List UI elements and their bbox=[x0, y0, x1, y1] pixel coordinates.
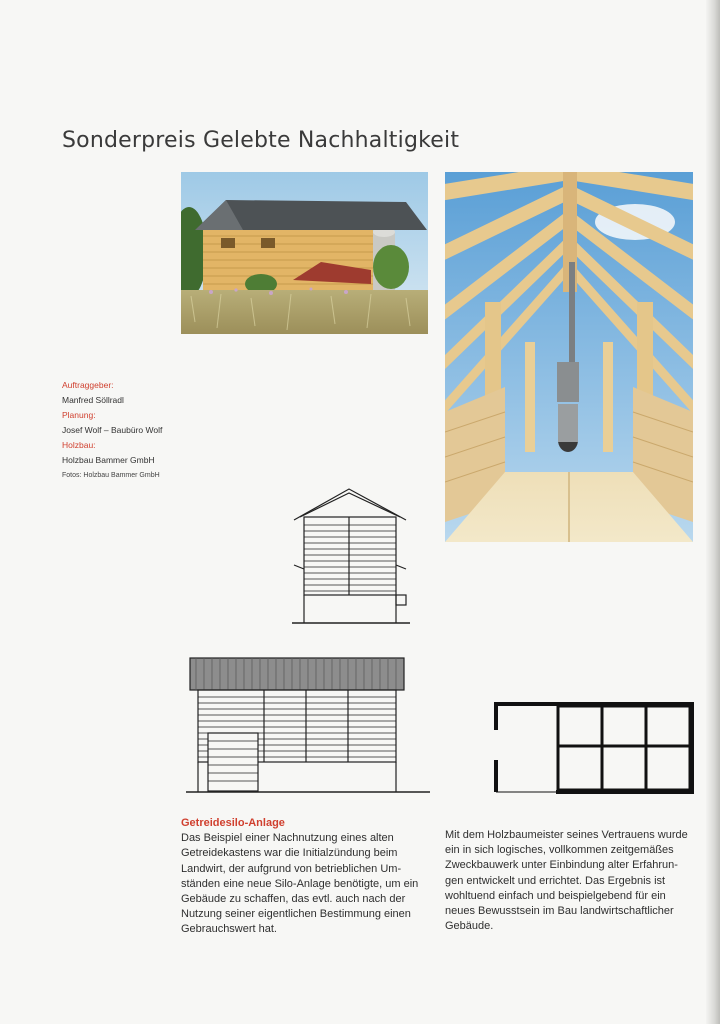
text-line: Getreidekastens war die Initialzündung beim bbox=[181, 847, 398, 860]
text-line: Zweckbauwerk unter Einbindung alter Erfahrun- bbox=[445, 859, 678, 872]
floor-plan-drawing bbox=[490, 700, 696, 803]
project-credits bbox=[62, 378, 182, 483]
text-line: gen entwickelt und errichtet. Das Ergebnis ist bbox=[445, 874, 666, 887]
text-line: ein in sich logisches, vollkommen zeitgemäßes bbox=[445, 844, 674, 857]
page-edge-shadow bbox=[706, 0, 720, 1024]
barn-exterior-photo bbox=[181, 172, 428, 334]
text-line: Mit dem Holzbaumeister seines Vertrauens wurde bbox=[445, 829, 688, 841]
text-line: Landwirt, der aufgrund von betrieblichen Um- bbox=[181, 862, 402, 875]
planning-value: Josef Wolf – Baubüro Wolf bbox=[62, 425, 163, 435]
text-line: Gebrauchswert hat. bbox=[181, 923, 277, 936]
body-text-left bbox=[181, 816, 443, 938]
text-line: Nutzung seiner eigentlichen Bestimmung einen bbox=[181, 908, 411, 921]
text-line: Gebäude. bbox=[445, 920, 494, 933]
side-elevation-drawing bbox=[290, 487, 412, 632]
text-line: neues Bewusstsein im Bau landwirtschaftlicher bbox=[445, 905, 674, 918]
client-value: Manfred Söllradl bbox=[62, 395, 124, 405]
text-line: Das Beispiel einer Nachnutzung eines alten bbox=[181, 832, 394, 845]
photo-credit: Fotos: Holzbau Bammer GmbH bbox=[62, 472, 160, 479]
front-elevation-drawing bbox=[184, 655, 434, 802]
roof-interior-photo bbox=[445, 172, 693, 542]
text-line: Gebäude zu schaffen, das evtl. auch nach der bbox=[181, 893, 406, 906]
text-line: wohltuend einfach und beispielgebend für ein bbox=[445, 889, 666, 902]
timber-value: Holzbau Bammer GmbH bbox=[62, 455, 155, 465]
body-text-right bbox=[445, 828, 703, 934]
text-line: ständen eine neue Silo-Anlage benötigte, um ein bbox=[181, 877, 419, 890]
section-heading: Getreidesilo-Anlage bbox=[181, 817, 285, 829]
page-title: Sonderpreis Gelebte Nachhaltigkeit bbox=[62, 128, 460, 153]
client-label: Auftraggeber: bbox=[62, 380, 114, 390]
planning-label: Planung: bbox=[62, 410, 96, 420]
timber-label: Holzbau: bbox=[62, 440, 96, 450]
